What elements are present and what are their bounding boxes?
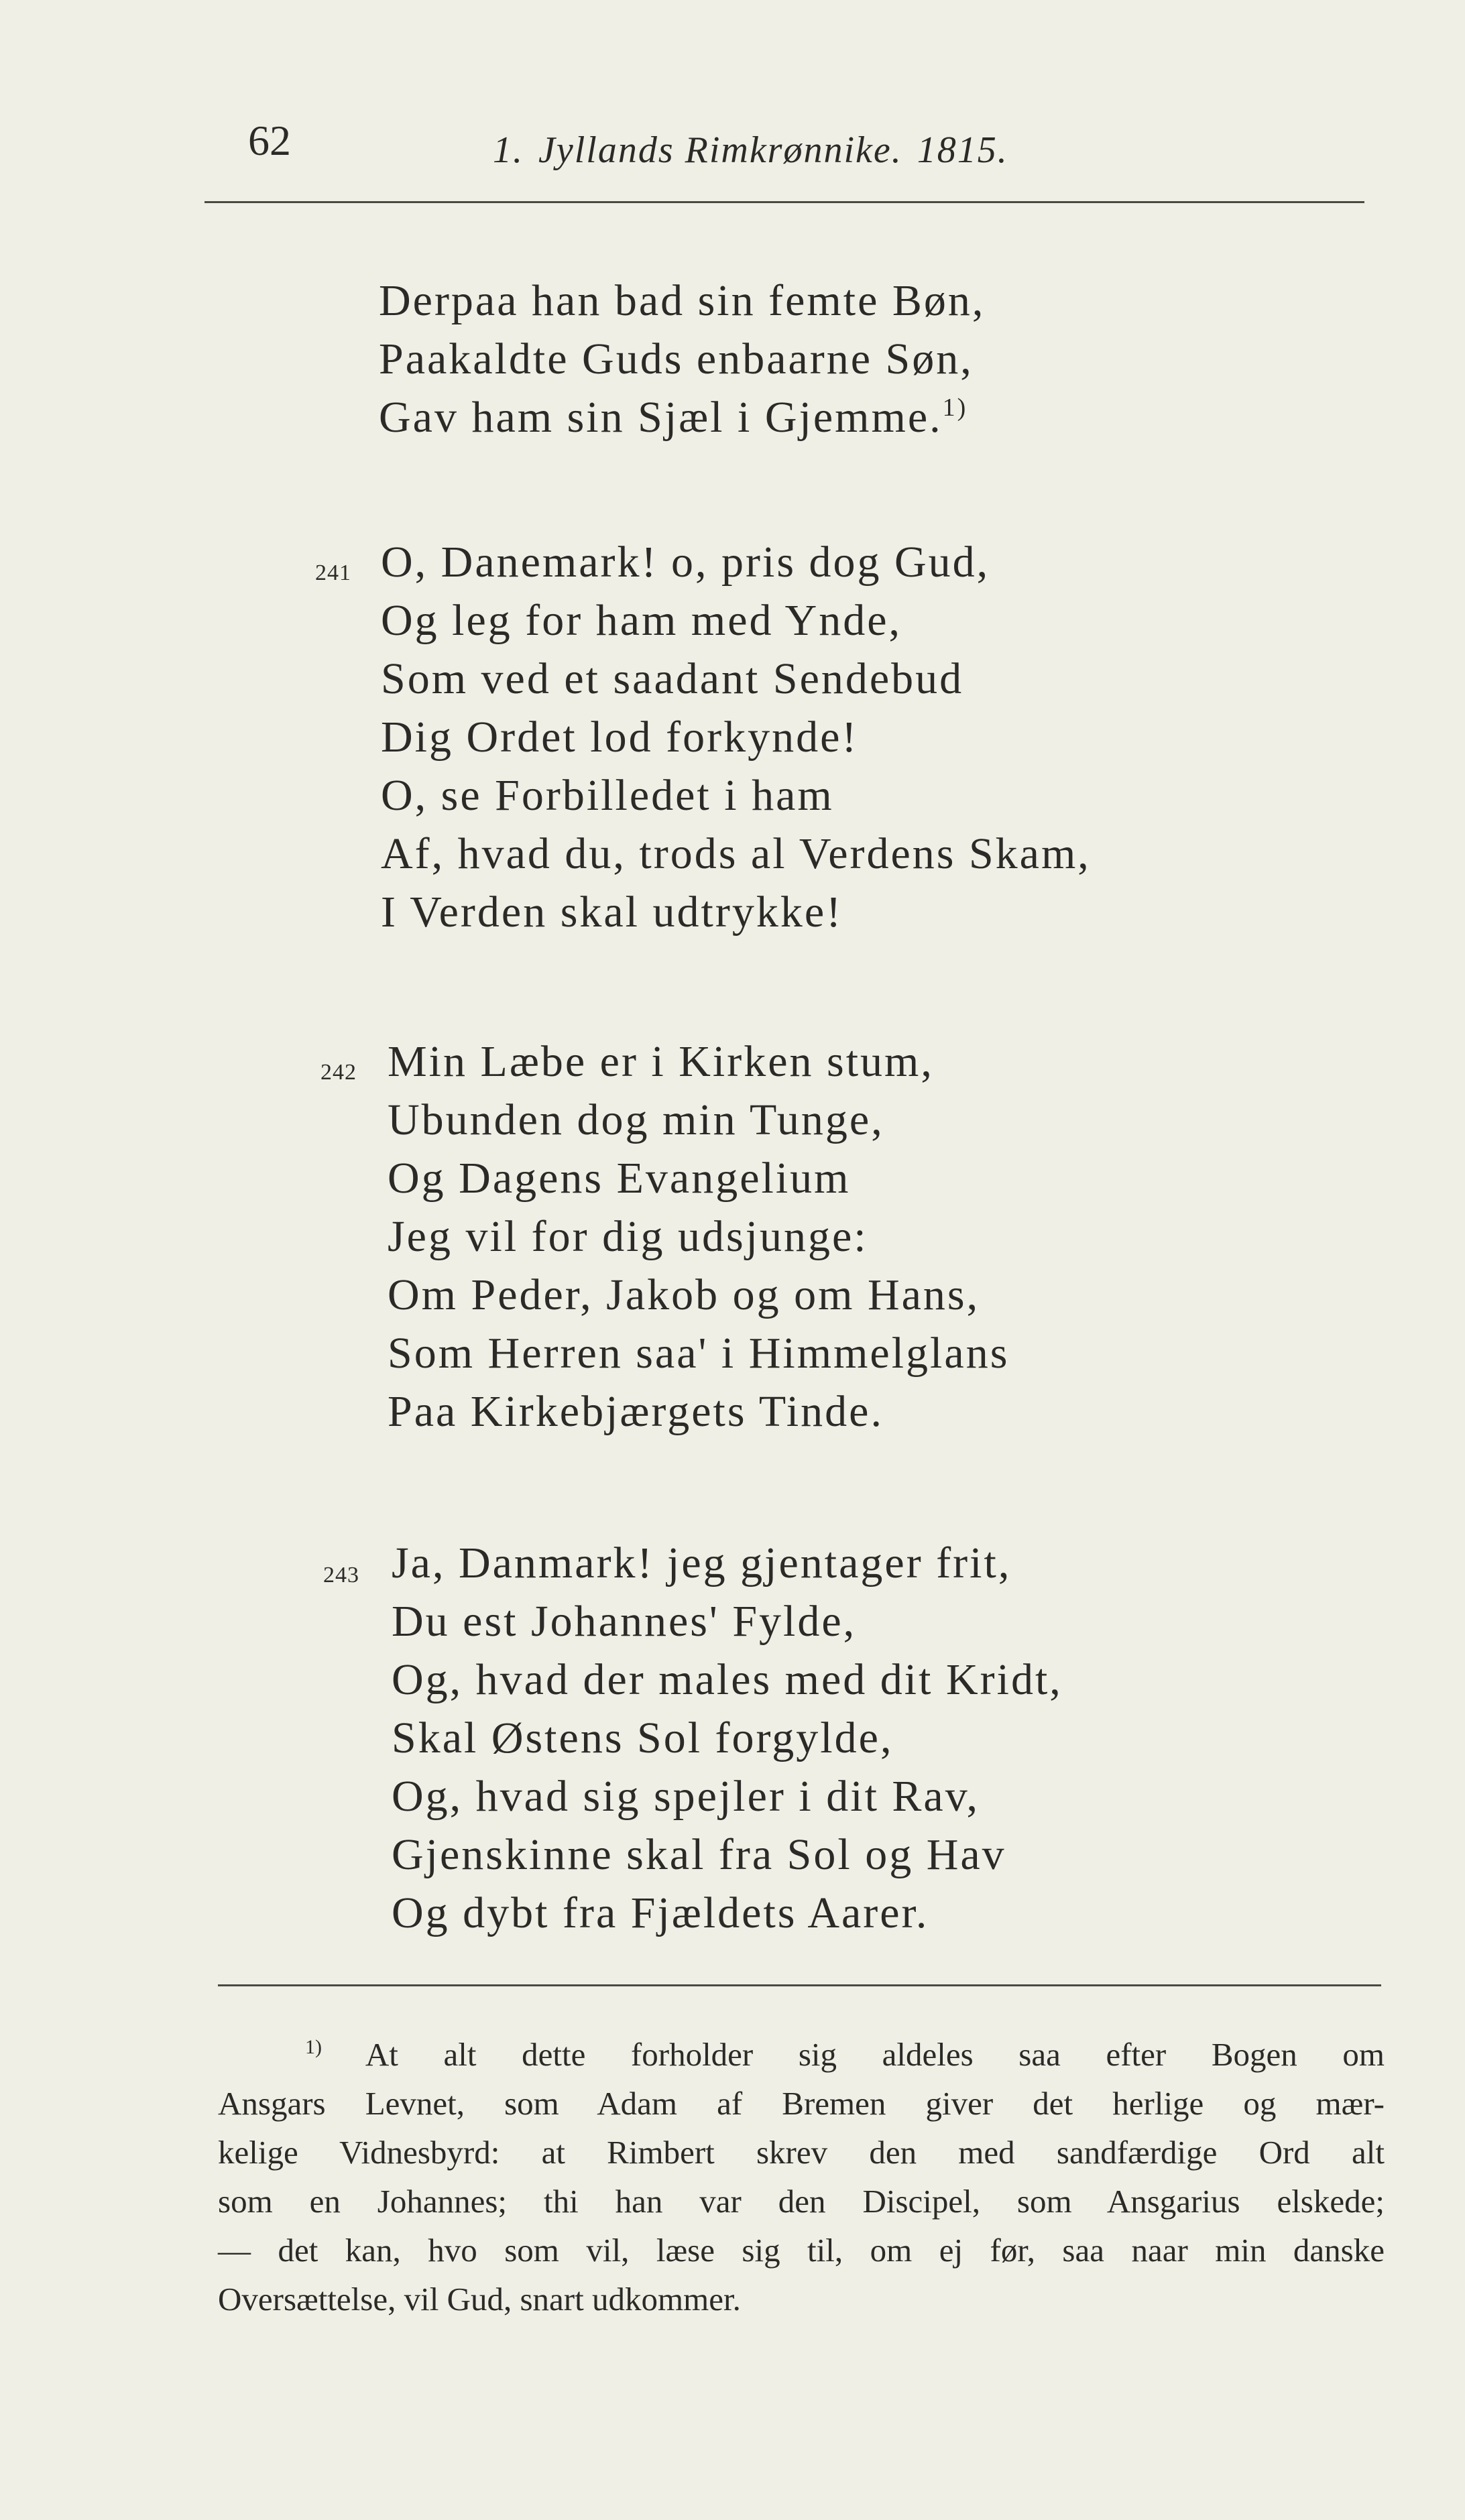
verse-line: Du est Johannes' Fylde,	[392, 1597, 857, 1646]
footnote-line: Ansgars Levnet, som Adam af Bremen giver det herlige og mær-	[218, 2085, 1385, 2122]
stanza-number: 242	[320, 1060, 357, 1085]
stanza-number: 241	[315, 560, 351, 585]
running-head	[493, 131, 1023, 169]
verse-line: Ubunden dog min Tunge,	[388, 1095, 884, 1144]
header-rule	[204, 201, 1364, 203]
running-year: 1815.	[917, 129, 1008, 171]
verse-line: Paa Kirkebjærgets Tinde.	[388, 1387, 884, 1436]
stanza-241	[381, 533, 1306, 941]
verse-line: O, Danemark! o, pris dog Gud,	[381, 538, 990, 587]
verse-line-text: Gav ham sin Sjæl i Gjemme.	[379, 393, 943, 442]
footnote-line-text: At alt dette forholder sig aldeles saa efter Bogen om	[365, 2036, 1385, 2073]
footnote	[218, 2030, 1385, 2324]
page-number: 62	[248, 117, 291, 164]
verse-line: Og, hvad der males med dit Kridt,	[392, 1655, 1063, 1704]
verse-line: Gjenskinne skal fra Sol og Hav	[392, 1830, 1006, 1879]
verse-line: Som ved et saadant Sendebud	[381, 654, 964, 703]
verse-line: Og dybt fra Fjældets Aarer.	[392, 1888, 929, 1937]
verse-line: Ja, Danmark! jeg gjentager frit,	[392, 1539, 1012, 1587]
verse-line: I Verden skal udtrykke!	[381, 888, 843, 937]
stanza-continuation	[379, 272, 1304, 446]
verse-line: Dig Ordet lod forkynde!	[381, 713, 859, 762]
verse-line: O, se Forbilledet i ham	[381, 771, 834, 820]
stanza-242	[388, 1032, 1313, 1441]
verse-line: Jeg vil for dig udsjunge:	[388, 1212, 868, 1261]
stanza-number: 243	[323, 1563, 359, 1587]
verse-line: Og, hvad sig spejler i dit Rav,	[392, 1772, 980, 1821]
running-title: Jyllands Rimkrønnike.	[538, 129, 902, 171]
footnote-line	[218, 2030, 1385, 2079]
verse-line: Derpaa han bad sin femte Bøn,	[379, 276, 986, 325]
verse-line: Og Dagens Evangelium	[388, 1154, 851, 1203]
verse-line: Paakaldte Guds enbaarne Søn,	[379, 335, 974, 383]
footnote-line: kelige Vidnesbyrd: at Rimbert skrev den med sandfærdige Ord alt	[218, 2134, 1385, 2171]
footnote-marker: 1)	[305, 2036, 322, 2058]
verse-line: Om Peder, Jakob og om Hans,	[388, 1270, 980, 1319]
footnote-rule	[218, 1984, 1381, 1986]
footnote-line: — det kan, hvo som vil, læse sig til, om ej før, saa naar min danske	[218, 2232, 1385, 2269]
verse-line: Af, hvad du, trods al Verdens Skam,	[381, 829, 1091, 878]
verse-line: Som Herren saa' i Himmelglans	[388, 1329, 1010, 1378]
verse-line: Og leg for ham med Ynde,	[381, 596, 902, 645]
verse-line	[379, 388, 1304, 446]
footnote-ref: 1)	[942, 394, 968, 422]
part-number: 1.	[493, 129, 524, 171]
footnote-line: Oversættelse, vil Gud, snart udkommer.	[218, 2281, 741, 2318]
stanza-243	[392, 1534, 1317, 1942]
verse-line: Skal Østens Sol forgylde,	[392, 1714, 894, 1762]
verse-line: Min Læbe er i Kirken stum,	[388, 1037, 934, 1086]
footnote-line: som en Johannes; thi han var den Discipel, som Ansgarius elskede;	[218, 2183, 1385, 2220]
